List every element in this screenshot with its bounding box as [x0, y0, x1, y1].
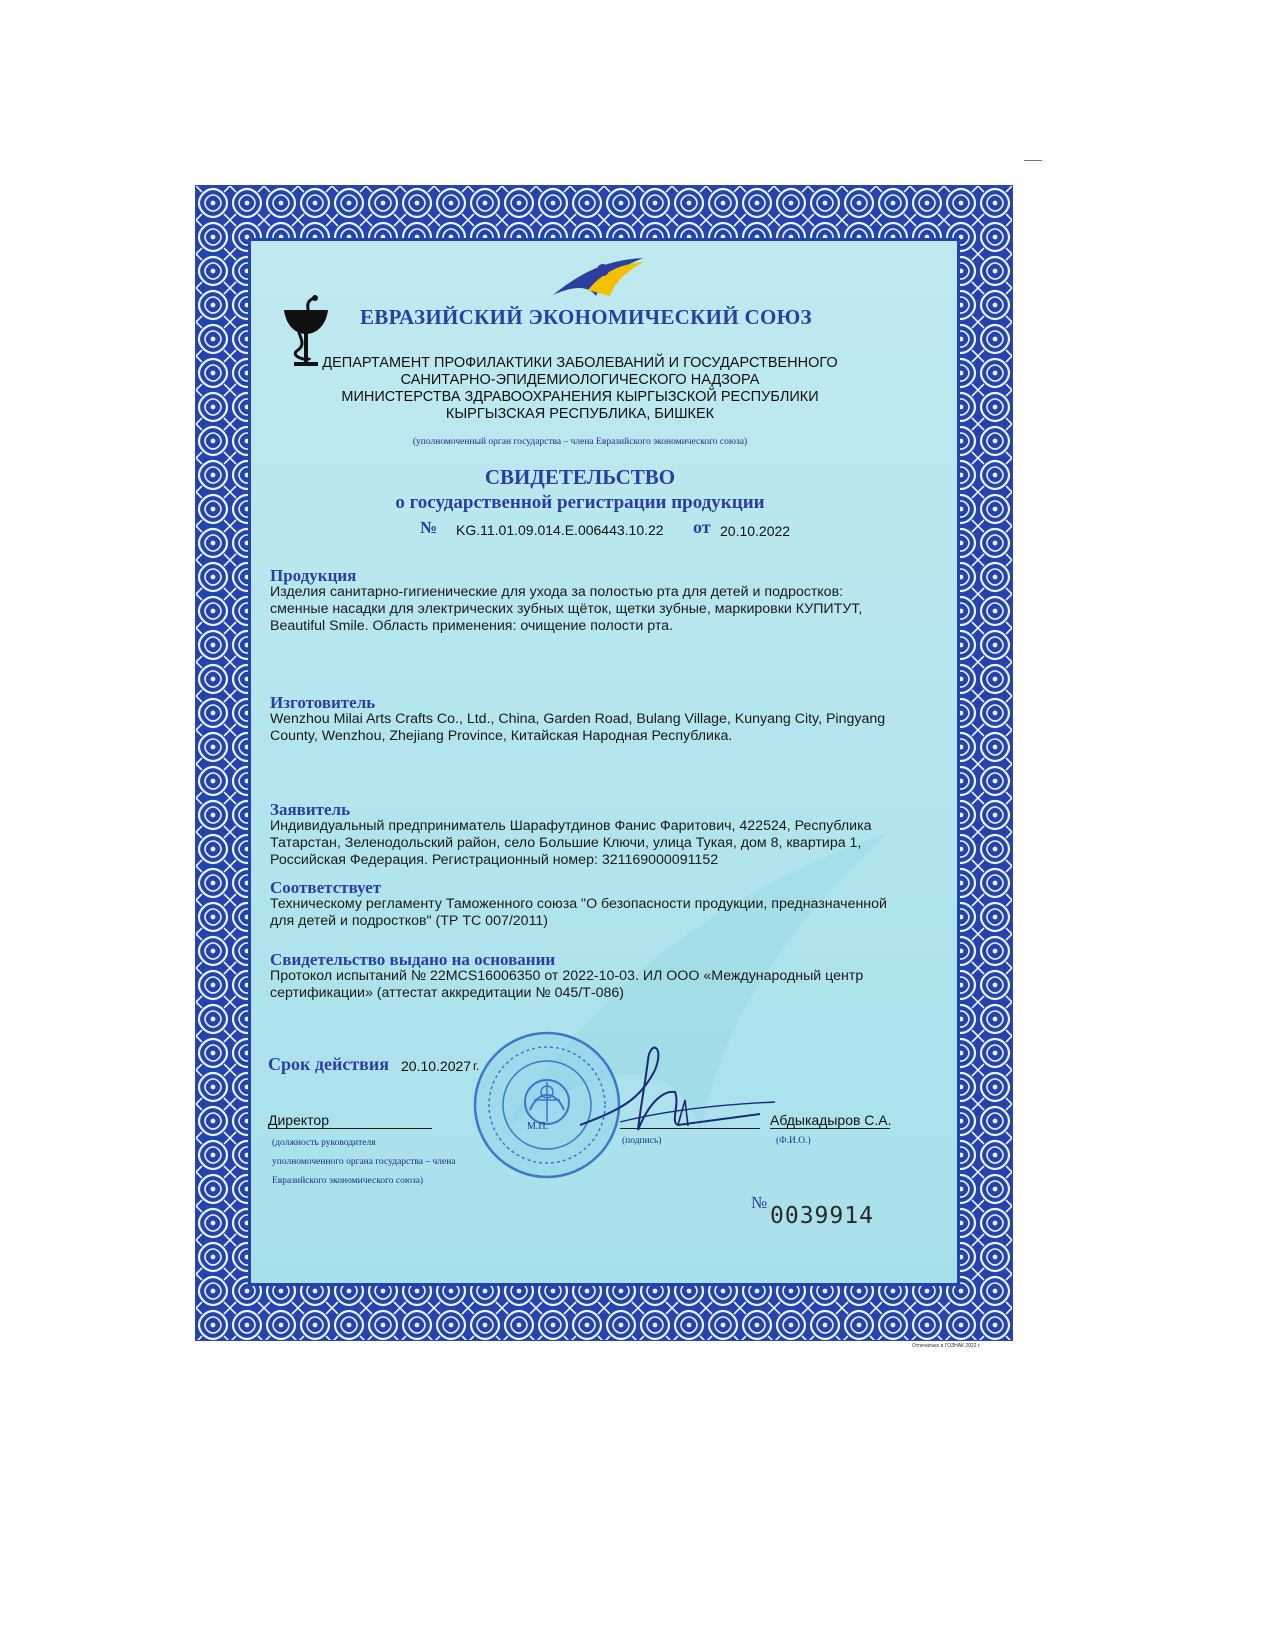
conforms-text [270, 896, 910, 930]
eaeu-logo-icon [548, 250, 648, 300]
certificate-date-label: от [693, 517, 711, 537]
basis-section-title: Свидетельство выдано на основании [270, 950, 556, 969]
director-name: Абдыкадыров С.А. [770, 1112, 892, 1128]
department-line: САНИТАРНО-ЭПИДЕМИОЛОГИЧЕСКОГО НАДЗОРА [400, 372, 760, 388]
certificate-subtitle: о государственной регистрации продукции [395, 492, 765, 513]
product-text-line: сменные насадки для электрических зубных щёток, щетки зубные, маркировки КУПИТУТ, [270, 601, 863, 617]
conforms-section-title: Соответствует [270, 878, 382, 897]
manufacturer-text-line: Wenzhou Milai Arts Crafts Co., Ltd., China, Garden Road, Bulang Village, Kunyang City, Pingyang [270, 711, 886, 727]
conforms-text-line: для детей и подростков" (ТР ТС 007/2011) [270, 913, 549, 929]
printer-note: Отпечатано в ГОЗНАК 2022 г. [912, 1343, 981, 1349]
signature-note: (подпись) [622, 1136, 662, 1146]
department-line: МИНИСТЕРСТВА ЗДРАВООХРАНЕНИЯ КЫРГЫЗСКОЙ РЕСПУБЛИКИ [341, 389, 819, 405]
basis-text-line: сертификации» (аттестат аккредитации № 045/Т-086) [270, 985, 624, 1001]
certificate-date: 20.10.2022 [720, 523, 791, 539]
department-block [310, 355, 850, 423]
applicant-text-line: Российская Федерация. Регистрационный номер: 321169000091152 [270, 852, 719, 868]
name-note: (Ф.И.О.) [776, 1136, 811, 1146]
certificate-number: KG.11.01.09.014.Е.006443.10.22 [456, 522, 664, 538]
director-position: Директор [268, 1112, 329, 1128]
manufacturer-text-line: County, Wenzhou, Zhejiang Province, Китайская Народная Республика. [270, 728, 733, 744]
department-line: КЫРГЫЗСКАЯ РЕСПУБЛИКА, БИШКЕК [445, 406, 715, 422]
stamp-place-note: М.П. [527, 1121, 549, 1132]
product-section-title: Продукция [270, 566, 357, 585]
validity-year-suffix: г. [473, 1059, 480, 1073]
certificate-number-label: № [420, 518, 438, 537]
validity-date: 20.10.2027 [401, 1058, 472, 1074]
authority-note: (уполномоченный орган государства – члена Евразийского экономического союза) [412, 437, 748, 447]
handwritten-signature [560, 1030, 790, 1150]
scan-margin-mark [1024, 160, 1042, 161]
applicant-text-line: Индивидуальный предприниматель Шарафутдинов Фанис Фаритович, 422524, Республика [270, 818, 872, 834]
product-text-line: Beautiful Smile. Область применения: очищение полости рта. [270, 618, 674, 634]
basis-text [270, 968, 910, 1002]
manufacturer-section-title: Изготовитель [270, 693, 376, 712]
applicant-text-line: Татарстан, Зеленодольский район, село Большие Ключи, улица Тукая, дом 8, квартира 1, [270, 835, 862, 851]
manufacturer-text [270, 711, 910, 745]
product-text-line: Изделия санитарно-гигиенические для ухода за полостью рта для детей и подростков: [270, 584, 844, 600]
position-underline [268, 1128, 432, 1129]
validity-label: Срок действия [268, 1054, 390, 1074]
applicant-text [270, 818, 910, 869]
conforms-text-line: Техническому регламенту Таможенного союза "О безопасности продукции, предназначенной [270, 896, 887, 912]
basis-text-line: Протокол испытаний № 22MCS16006350 от 2022-10-03. ИЛ ООО «Международный центр [270, 968, 864, 984]
product-text [270, 584, 890, 635]
department-line: ДЕПАРТАМЕНТ ПРОФИЛАКТИКИ ЗАБОЛЕВАНИЙ И ГОСУДАРСТВЕННОГО [322, 355, 838, 371]
blank-serial-number: 0039914 [770, 1203, 874, 1229]
position-note [272, 1134, 456, 1191]
certificate-title: СВИДЕТЕЛЬСТВО [484, 465, 676, 489]
position-note-line: уполномоченного органа государства – члена [272, 1157, 456, 1167]
blank-number-label: № [751, 1193, 768, 1212]
position-note-line: Евразийского экономического союза) [272, 1176, 424, 1186]
union-title: ЕВРАЗИЙСКИЙ ЭКОНОМИЧЕСКИЙ СОЮЗ [360, 305, 812, 329]
applicant-section-title: Заявитель [270, 800, 351, 819]
position-note-line: (должность руководителя [272, 1138, 376, 1148]
